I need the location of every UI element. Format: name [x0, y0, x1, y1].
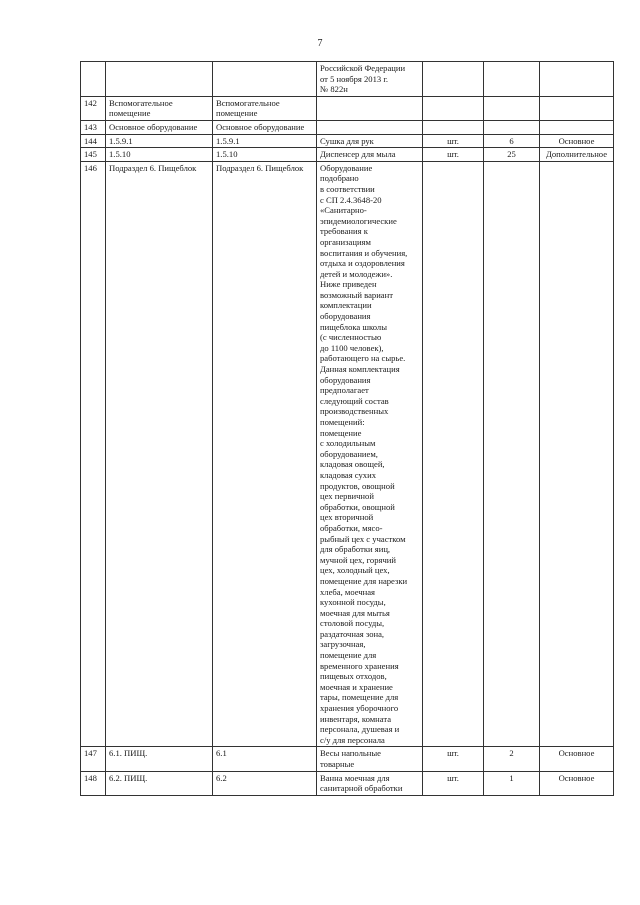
description-line: хранения уборочного	[320, 703, 399, 714]
description-line: подобрано	[320, 173, 359, 184]
description-line: Данная комплектация	[320, 364, 400, 375]
description-line: воспитания и обучения,	[320, 247, 408, 258]
description-line: рыбный цех с участком	[320, 533, 406, 544]
equipment-type-cell: Основное	[540, 134, 614, 148]
description-line: цех, холодный цех,	[320, 565, 390, 576]
row-number-cell	[81, 62, 106, 97]
unit-cell: шт.	[423, 134, 484, 148]
unit-cell	[423, 120, 484, 134]
table-row	[81, 134, 614, 148]
description-line: производственных	[320, 406, 389, 417]
section-name-cell: 6.1. ПИЩ.	[106, 747, 213, 771]
table-row	[81, 120, 614, 134]
equipment-type-cell: Основное	[540, 771, 614, 795]
description-line: цех первичной	[320, 491, 374, 502]
description-cell	[317, 161, 423, 747]
description-line: пищеблока школы	[320, 321, 387, 332]
description-line: Ниже приведен	[320, 279, 377, 290]
section-name-cell: 1.5.9.1	[106, 134, 213, 148]
description-cell	[317, 771, 423, 795]
quantity-cell	[484, 161, 540, 747]
unit-cell: шт.	[423, 148, 484, 162]
quantity-cell: 6	[484, 134, 540, 148]
unit-cell: шт.	[423, 747, 484, 771]
description-line: кладовая овощей,	[320, 459, 385, 470]
unit-cell: шт.	[423, 771, 484, 795]
description-line: Оборудование	[320, 162, 373, 173]
description-line: помещение	[320, 427, 362, 438]
code-cell: 1.5.10	[213, 148, 317, 162]
description-cell	[317, 62, 423, 97]
section-name-cell: 6.2. ПИЩ.	[106, 771, 213, 795]
section-name-cell	[106, 62, 213, 97]
description-line: от 5 ноября 2013 г.	[320, 73, 389, 84]
description-line: следующий состав	[320, 395, 389, 406]
description-line: требования к	[320, 226, 368, 237]
description-line: Ванна моечная для	[320, 772, 390, 783]
description-line: оборудованием,	[320, 448, 378, 459]
description-line: Диспенсер для мыла	[320, 149, 396, 160]
description-line: помещений:	[320, 417, 365, 427]
description-line: отдыха и оздоровления	[320, 258, 405, 269]
description-line: санитарной обработки	[320, 783, 403, 794]
description-line: хлеба, моечная	[320, 586, 376, 597]
description-line: инвентаря, комната	[320, 713, 392, 724]
description-line: комплектации	[320, 300, 372, 311]
description-line: цех вторичной	[320, 512, 374, 523]
description-cell	[317, 148, 423, 162]
page-number: 7	[317, 38, 323, 49]
description-line: продуктов, овощной	[320, 480, 395, 491]
description-line: с холодильным	[320, 438, 376, 449]
description-line: загрузочная,	[320, 639, 366, 650]
unit-cell	[423, 96, 484, 120]
code-cell: 6.2	[213, 771, 317, 795]
description-line: помещение для	[320, 650, 377, 661]
description-line: работающего на сырье.	[320, 353, 406, 364]
description-line: моечная и хранение	[320, 681, 393, 692]
description-line: обработки, овощной	[320, 501, 395, 512]
description-line: для обработки яиц,	[320, 544, 391, 555]
description-line: с/у для персонала	[320, 734, 385, 745]
description-line: Сушка для рук	[320, 135, 374, 146]
unit-cell	[423, 62, 484, 97]
row-number-cell: 146	[81, 161, 106, 747]
description-line: тары, помещение для	[320, 692, 399, 703]
section-name-cell: 1.5.10	[106, 148, 213, 162]
description-line: детей и молодежи».	[320, 268, 393, 279]
description-line: возможный вариант	[320, 289, 393, 300]
description-cell	[317, 120, 423, 134]
code-cell: Вспомогательное помещение	[213, 96, 317, 120]
table-row	[81, 62, 614, 97]
row-number-cell: 142	[81, 96, 106, 120]
table-row	[81, 747, 614, 771]
description-line: организациям	[320, 236, 371, 247]
description-line: предполагает	[320, 385, 369, 396]
section-name-cell: Вспомогательное помещение	[106, 96, 213, 120]
section-name-cell: Подраздел 6. Пищеблок	[106, 161, 213, 747]
row-number-cell: 145	[81, 148, 106, 162]
code-cell: 1.5.9.1	[213, 134, 317, 148]
description-line: раздаточная зона,	[320, 628, 385, 639]
description-line: пищевых отходов,	[320, 671, 387, 682]
description-line: временного хранения	[320, 660, 399, 671]
description-line: обработки, мясо-	[320, 522, 383, 533]
code-cell	[213, 62, 317, 97]
description-line: помещение для нарезки	[320, 575, 408, 586]
description-cell	[317, 747, 423, 771]
equipment-type-cell	[540, 62, 614, 97]
description-line: № 822н	[320, 84, 348, 95]
description-line: Российской Федерации	[320, 63, 406, 73]
equipment-type-cell: Основное	[540, 747, 614, 771]
description-line: мучной цех, горячий	[320, 554, 396, 565]
quantity-cell	[484, 120, 540, 134]
table-row	[81, 771, 614, 795]
description-line: кладовая сухих	[320, 469, 376, 480]
description-cell	[317, 134, 423, 148]
table-row	[81, 148, 614, 162]
description-line: с СП 2.4.3648-20	[320, 194, 382, 205]
equipment-type-cell	[540, 161, 614, 747]
section-name-cell: Основное оборудование	[106, 120, 213, 134]
description-line: моечная для мытья	[320, 607, 390, 618]
row-number-cell: 144	[81, 134, 106, 148]
description-line: персонала, душевая и	[320, 724, 400, 735]
quantity-cell: 1	[484, 771, 540, 795]
quantity-cell: 25	[484, 148, 540, 162]
quantity-cell	[484, 62, 540, 97]
equipment-table	[80, 61, 614, 796]
table-row	[81, 96, 614, 120]
description-line: «Санитарно-	[320, 205, 367, 216]
description-line: оборудования	[320, 374, 371, 385]
row-number-cell: 148	[81, 771, 106, 795]
row-number-cell: 143	[81, 120, 106, 134]
code-cell: Подраздел 6. Пищеблок	[213, 161, 317, 747]
description-line: оборудования	[320, 311, 371, 322]
description-line: Весы напольные	[320, 748, 381, 759]
equipment-type-cell: Дополнительное	[540, 148, 614, 162]
table-row	[81, 161, 614, 747]
description-line: (с численностью	[320, 332, 382, 343]
description-line: в соответствии	[320, 183, 375, 194]
description-line: товарные	[320, 759, 355, 769]
quantity-cell	[484, 96, 540, 120]
unit-cell	[423, 161, 484, 747]
equipment-type-cell	[540, 120, 614, 134]
description-line: до 1100 человек),	[320, 342, 384, 353]
description-line: столовой посуды,	[320, 618, 385, 629]
code-cell: 6.1	[213, 747, 317, 771]
description-line: эпидемиологические	[320, 215, 397, 226]
row-number-cell: 147	[81, 747, 106, 771]
equipment-type-cell	[540, 96, 614, 120]
quantity-cell: 2	[484, 747, 540, 771]
description-line: кухонной посуды,	[320, 597, 386, 608]
code-cell: Основное оборудование	[213, 120, 317, 134]
description-cell	[317, 96, 423, 120]
